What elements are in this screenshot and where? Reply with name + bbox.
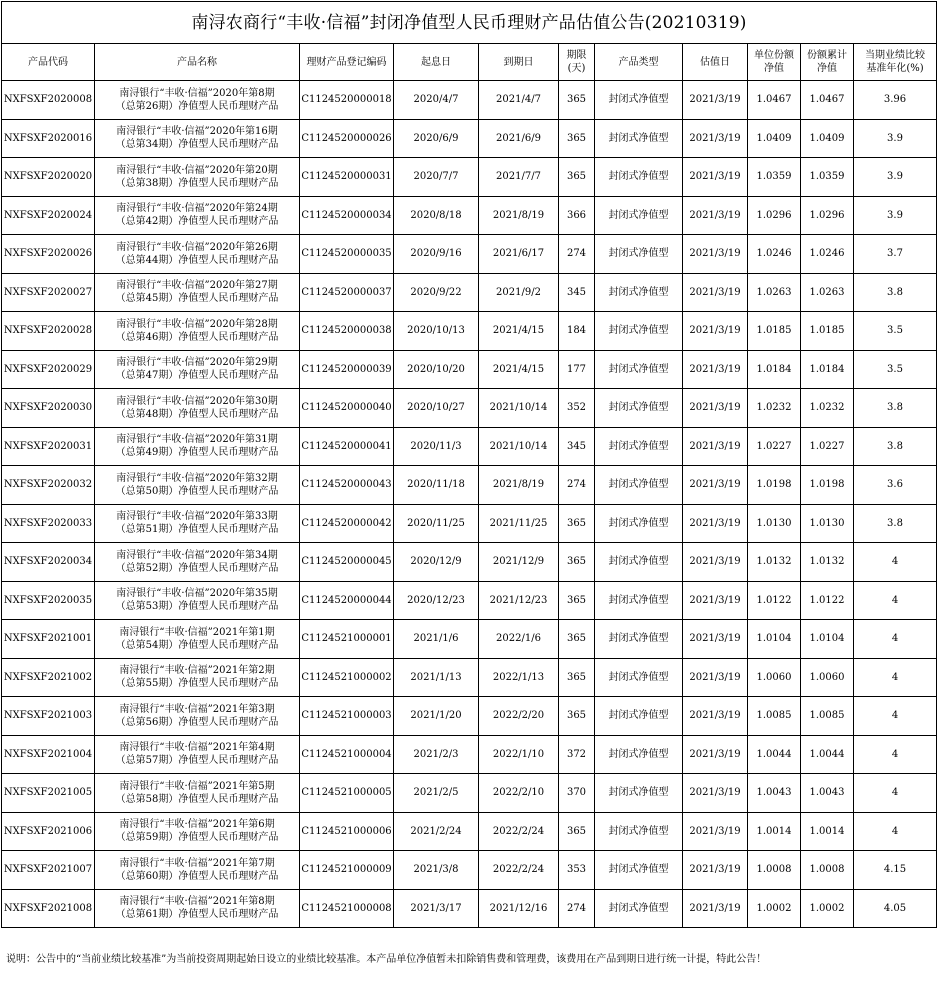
start-date-cell: 2020/7/7 [394,158,479,197]
table-row [2,581,937,620]
start-date-cell: 2020/11/25 [394,504,479,543]
table-row [2,774,937,813]
unit-nav-cell: 1.0184 [748,350,801,389]
unit-nav-cell: 1.0002 [748,889,801,928]
header-unit-nav: 单位份额 净值 [748,44,801,81]
valuation-date-cell: 2021/3/19 [683,350,748,389]
table-row [2,235,937,274]
product-code-cell: NXFSXF2020016 [2,119,95,158]
valuation-date-cell: 2021/3/19 [683,774,748,813]
table-row [2,81,937,120]
cumulative-nav-cell: 1.0184 [801,350,854,389]
benchmark-rate-cell: 4 [854,620,937,659]
cumulative-nav-cell: 1.0185 [801,312,854,351]
product-code-cell: NXFSXF2020028 [2,312,95,351]
product-type-cell: 封闭式净值型 [595,427,683,466]
maturity-date-cell: 2022/1/13 [479,658,559,697]
product-name-cell: 南浔银行“丰收·信福”2020年第34期 （总第52期）净值型人民币理财产品 [95,543,300,582]
start-date-cell: 2020/6/9 [394,119,479,158]
maturity-date-cell: 2022/1/6 [479,620,559,659]
cumulative-nav-cell: 1.0132 [801,543,854,582]
unit-nav-cell: 1.0130 [748,504,801,543]
cumulative-nav-cell: 1.0467 [801,81,854,120]
term-days-cell: 366 [559,196,595,235]
product-code-cell: NXFSXF2020035 [2,581,95,620]
maturity-date-cell: 2021/4/15 [479,350,559,389]
registration-code-cell: C1124520000038 [300,312,394,351]
benchmark-rate-cell: 4.15 [854,851,937,890]
term-days-cell: 345 [559,427,595,466]
product-code-cell: NXFSXF2021008 [2,889,95,928]
product-name-cell: 南浔银行“丰收·信福”2020年第30期 （总第48期）净值型人民币理财产品 [95,389,300,428]
benchmark-rate-cell: 3.96 [854,81,937,120]
product-code-cell: NXFSXF2021006 [2,812,95,851]
maturity-date-cell: 2021/12/16 [479,889,559,928]
product-name-cell: 南浔银行“丰收·信福”2020年第20期 （总第38期）净值型人民币理财产品 [95,158,300,197]
header-product-code: 产品代码 [2,44,95,81]
product-name-cell: 南浔银行“丰收·信福”2020年第35期 （总第53期）净值型人民币理财产品 [95,581,300,620]
registration-code-cell: C1124520000035 [300,235,394,274]
footnote: 说明：公告中的“当前业绩比较基准”为当前投资周期起始日设立的业绩比较基准。本产品单位净值暂未扣除销售费和管理费，该费用在产品到期日进行统一计提，特此公告！ [6,954,767,965]
table-row [2,119,937,158]
valuation-date-cell: 2021/3/19 [683,504,748,543]
product-type-cell: 封闭式净值型 [595,466,683,505]
term-days-cell: 365 [559,658,595,697]
header-start-date: 起息日 [394,44,479,81]
valuation-date-cell: 2021/3/19 [683,581,748,620]
term-days-cell: 365 [559,620,595,659]
term-days-cell: 365 [559,504,595,543]
benchmark-rate-cell: 3.5 [854,312,937,351]
term-days-cell: 177 [559,350,595,389]
benchmark-rate-cell: 4 [854,697,937,736]
product-type-cell: 封闭式净值型 [595,196,683,235]
start-date-cell: 2020/10/13 [394,312,479,351]
valuation-date-cell: 2021/3/19 [683,543,748,582]
product-code-cell: NXFSXF2020034 [2,543,95,582]
benchmark-rate-cell: 3.8 [854,504,937,543]
valuation-date-cell: 2021/3/19 [683,697,748,736]
product-code-cell: NXFSXF2020032 [2,466,95,505]
maturity-date-cell: 2021/10/14 [479,389,559,428]
unit-nav-cell: 1.0085 [748,697,801,736]
cumulative-nav-cell: 1.0002 [801,889,854,928]
registration-code-cell: C1124521000006 [300,812,394,851]
cumulative-nav-cell: 1.0263 [801,273,854,312]
unit-nav-cell: 1.0198 [748,466,801,505]
start-date-cell: 2021/2/24 [394,812,479,851]
valuation-table [1,1,937,928]
table-row [2,735,937,774]
product-type-cell: 封闭式净值型 [595,81,683,120]
registration-code-cell: C1124520000037 [300,273,394,312]
product-code-cell: NXFSXF2021005 [2,774,95,813]
valuation-date-cell: 2021/3/19 [683,658,748,697]
start-date-cell: 2020/4/7 [394,81,479,120]
term-days-cell: 184 [559,312,595,351]
registration-code-cell: C1124520000031 [300,158,394,197]
cumulative-nav-cell: 1.0130 [801,504,854,543]
unit-nav-cell: 1.0043 [748,774,801,813]
registration-code-cell: C1124521000009 [300,851,394,890]
header-cumulative-nav: 份额累计 净值 [801,44,854,81]
product-name-cell: 南浔银行“丰收·信福”2020年第24期 （总第42期）净值型人民币理财产品 [95,196,300,235]
product-type-cell: 封闭式净值型 [595,235,683,274]
maturity-date-cell: 2022/1/10 [479,735,559,774]
term-days-cell: 365 [559,581,595,620]
term-days-cell: 372 [559,735,595,774]
product-name-cell: 南浔银行“丰收·信福”2020年第26期 （总第44期）净值型人民币理财产品 [95,235,300,274]
unit-nav-cell: 1.0263 [748,273,801,312]
term-days-cell: 352 [559,389,595,428]
product-name-cell: 南浔银行“丰收·信福”2020年第33期 （总第51期）净值型人民币理财产品 [95,504,300,543]
product-type-cell: 封闭式净值型 [595,389,683,428]
product-name-cell: 南浔银行“丰收·信福”2021年第8期 （总第61期）净值型人民币理财产品 [95,889,300,928]
start-date-cell: 2020/10/27 [394,389,479,428]
product-code-cell: NXFSXF2020020 [2,158,95,197]
registration-code-cell: C1124520000034 [300,196,394,235]
start-date-cell: 2020/10/20 [394,350,479,389]
product-code-cell: NXFSXF2020029 [2,350,95,389]
maturity-date-cell: 2022/2/24 [479,851,559,890]
registration-code-cell: C1124521000003 [300,697,394,736]
benchmark-rate-cell: 4 [854,543,937,582]
benchmark-rate-cell: 4 [854,774,937,813]
term-days-cell: 353 [559,851,595,890]
benchmark-rate-cell: 4 [854,812,937,851]
term-days-cell: 274 [559,466,595,505]
valuation-date-cell: 2021/3/19 [683,273,748,312]
title-row [2,2,937,44]
table-row [2,350,937,389]
product-name-cell: 南浔银行“丰收·信福”2021年第1期 （总第54期）净值型人民币理财产品 [95,620,300,659]
product-type-cell: 封闭式净值型 [595,851,683,890]
table-row [2,427,937,466]
benchmark-rate-cell: 3.7 [854,235,937,274]
valuation-date-cell: 2021/3/19 [683,312,748,351]
cumulative-nav-cell: 1.0296 [801,196,854,235]
benchmark-rate-cell: 3.8 [854,273,937,312]
product-name-cell: 南浔银行“丰收·信福”2020年第31期 （总第49期）净值型人民币理财产品 [95,427,300,466]
registration-code-cell: C1124521000005 [300,774,394,813]
product-name-cell: 南浔银行“丰收·信福”2021年第2期 （总第55期）净值型人民币理财产品 [95,658,300,697]
term-days-cell: 274 [559,235,595,274]
product-name-cell: 南浔银行“丰收·信福”2021年第4期 （总第57期）净值型人民币理财产品 [95,735,300,774]
product-name-cell: 南浔银行“丰收·信福”2020年第16期 （总第34期）净值型人民币理财产品 [95,119,300,158]
maturity-date-cell: 2021/8/19 [479,196,559,235]
unit-nav-cell: 1.0104 [748,620,801,659]
product-name-cell: 南浔银行“丰收·信福”2021年第3期 （总第56期）净值型人民币理财产品 [95,697,300,736]
product-name-cell: 南浔银行“丰收·信福”2020年第29期 （总第47期）净值型人民币理财产品 [95,350,300,389]
header-term-days: 期限 (天) [559,44,595,81]
product-type-cell: 封闭式净值型 [595,889,683,928]
maturity-date-cell: 2021/9/2 [479,273,559,312]
unit-nav-cell: 1.0296 [748,196,801,235]
product-code-cell: NXFSXF2020027 [2,273,95,312]
table-row [2,196,937,235]
start-date-cell: 2020/12/23 [394,581,479,620]
product-type-cell: 封闭式净值型 [595,158,683,197]
product-code-cell: NXFSXF2020008 [2,81,95,120]
maturity-date-cell: 2021/4/7 [479,81,559,120]
product-name-cell: 南浔银行“丰收·信福”2021年第5期 （总第58期）净值型人民币理财产品 [95,774,300,813]
product-name-cell: 南浔银行“丰收·信福”2020年第28期 （总第46期）净值型人民币理财产品 [95,312,300,351]
table-row [2,697,937,736]
cumulative-nav-cell: 1.0043 [801,774,854,813]
valuation-date-cell: 2021/3/19 [683,851,748,890]
product-type-cell: 封闭式净值型 [595,350,683,389]
start-date-cell: 2020/8/18 [394,196,479,235]
product-name-cell: 南浔银行“丰收·信福”2020年第27期 （总第45期）净值型人民币理财产品 [95,273,300,312]
cumulative-nav-cell: 1.0227 [801,427,854,466]
cumulative-nav-cell: 1.0014 [801,812,854,851]
start-date-cell: 2021/1/6 [394,620,479,659]
product-code-cell: NXFSXF2020026 [2,235,95,274]
page-title: 南浔农商行“丰收·信福”封闭净值型人民币理财产品估值公告(20210319) [2,2,937,44]
registration-code-cell: C1124520000043 [300,466,394,505]
product-name-cell: 南浔银行“丰收·信福”2020年第32期 （总第50期）净值型人民币理财产品 [95,466,300,505]
registration-code-cell: C1124520000044 [300,581,394,620]
registration-code-cell: C1124521000008 [300,889,394,928]
cumulative-nav-cell: 1.0232 [801,389,854,428]
cumulative-nav-cell: 1.0060 [801,658,854,697]
term-days-cell: 365 [559,543,595,582]
table-row [2,543,937,582]
maturity-date-cell: 2021/6/17 [479,235,559,274]
start-date-cell: 2020/11/3 [394,427,479,466]
header-registration-code: 理财产品登记编码 [300,44,394,81]
cumulative-nav-cell: 1.0122 [801,581,854,620]
start-date-cell: 2021/1/20 [394,697,479,736]
benchmark-rate-cell: 3.9 [854,158,937,197]
valuation-date-cell: 2021/3/19 [683,389,748,428]
product-type-cell: 封闭式净值型 [595,312,683,351]
header-row [2,44,937,81]
table-row [2,158,937,197]
registration-code-cell: C1124520000039 [300,350,394,389]
header-valuation-date: 估值日 [683,44,748,81]
valuation-date-cell: 2021/3/19 [683,889,748,928]
header-benchmark-rate: 当期业绩比较 基准年化(%) [854,44,937,81]
maturity-date-cell: 2021/10/14 [479,427,559,466]
benchmark-rate-cell: 3.9 [854,196,937,235]
product-code-cell: NXFSXF2021001 [2,620,95,659]
valuation-date-cell: 2021/3/19 [683,735,748,774]
start-date-cell: 2021/2/5 [394,774,479,813]
product-code-cell: NXFSXF2021007 [2,851,95,890]
registration-code-cell: C1124520000041 [300,427,394,466]
product-type-cell: 封闭式净值型 [595,812,683,851]
unit-nav-cell: 1.0185 [748,312,801,351]
valuation-date-cell: 2021/3/19 [683,235,748,274]
valuation-date-cell: 2021/3/19 [683,119,748,158]
benchmark-rate-cell: 3.8 [854,389,937,428]
start-date-cell: 2020/11/18 [394,466,479,505]
term-days-cell: 345 [559,273,595,312]
unit-nav-cell: 1.0122 [748,581,801,620]
benchmark-rate-cell: 4 [854,581,937,620]
maturity-date-cell: 2022/2/24 [479,812,559,851]
maturity-date-cell: 2021/8/19 [479,466,559,505]
term-days-cell: 365 [559,81,595,120]
unit-nav-cell: 1.0246 [748,235,801,274]
valuation-date-cell: 2021/3/19 [683,620,748,659]
product-type-cell: 封闭式净值型 [595,658,683,697]
maturity-date-cell: 2021/7/7 [479,158,559,197]
cumulative-nav-cell: 1.0359 [801,158,854,197]
maturity-date-cell: 2021/12/9 [479,543,559,582]
product-type-cell: 封闭式净值型 [595,697,683,736]
start-date-cell: 2021/3/8 [394,851,479,890]
registration-code-cell: C1124521000001 [300,620,394,659]
term-days-cell: 365 [559,812,595,851]
unit-nav-cell: 1.0044 [748,735,801,774]
registration-code-cell: C1124521000004 [300,735,394,774]
term-days-cell: 365 [559,697,595,736]
product-type-cell: 封闭式净值型 [595,273,683,312]
table-row [2,620,937,659]
table-row [2,812,937,851]
registration-code-cell: C1124520000026 [300,119,394,158]
term-days-cell: 365 [559,119,595,158]
unit-nav-cell: 1.0014 [748,812,801,851]
product-code-cell: NXFSXF2020030 [2,389,95,428]
registration-code-cell: C1124521000002 [300,658,394,697]
registration-code-cell: C1124520000045 [300,543,394,582]
product-code-cell: NXFSXF2021004 [2,735,95,774]
start-date-cell: 2020/9/22 [394,273,479,312]
table-row [2,389,937,428]
unit-nav-cell: 1.0409 [748,119,801,158]
table-row [2,312,937,351]
table-row [2,466,937,505]
valuation-date-cell: 2021/3/19 [683,158,748,197]
product-type-cell: 封闭式净值型 [595,735,683,774]
benchmark-rate-cell: 3.5 [854,350,937,389]
header-product-name: 产品名称 [95,44,300,81]
start-date-cell: 2021/3/17 [394,889,479,928]
unit-nav-cell: 1.0227 [748,427,801,466]
product-type-cell: 封闭式净值型 [595,620,683,659]
start-date-cell: 2021/2/3 [394,735,479,774]
table-row [2,851,937,890]
unit-nav-cell: 1.0359 [748,158,801,197]
cumulative-nav-cell: 1.0246 [801,235,854,274]
registration-code-cell: C1124520000018 [300,81,394,120]
maturity-date-cell: 2022/2/20 [479,697,559,736]
product-name-cell: 南浔银行“丰收·信福”2021年第6期 （总第59期）净值型人民币理财产品 [95,812,300,851]
unit-nav-cell: 1.0232 [748,389,801,428]
cumulative-nav-cell: 1.0198 [801,466,854,505]
benchmark-rate-cell: 4.05 [854,889,937,928]
unit-nav-cell: 1.0060 [748,658,801,697]
valuation-date-cell: 2021/3/19 [683,427,748,466]
header-product-type: 产品类型 [595,44,683,81]
cumulative-nav-cell: 1.0104 [801,620,854,659]
product-code-cell: NXFSXF2020024 [2,196,95,235]
term-days-cell: 365 [559,158,595,197]
product-name-cell: 南浔银行“丰收·信福”2021年第7期 （总第60期）净值型人民币理财产品 [95,851,300,890]
maturity-date-cell: 2021/11/25 [479,504,559,543]
cumulative-nav-cell: 1.0044 [801,735,854,774]
cumulative-nav-cell: 1.0008 [801,851,854,890]
unit-nav-cell: 1.0467 [748,81,801,120]
term-days-cell: 274 [559,889,595,928]
valuation-date-cell: 2021/3/19 [683,812,748,851]
product-type-cell: 封闭式净值型 [595,581,683,620]
product-code-cell: NXFSXF2020033 [2,504,95,543]
product-code-cell: NXFSXF2021002 [2,658,95,697]
start-date-cell: 2020/12/9 [394,543,479,582]
benchmark-rate-cell: 3.6 [854,466,937,505]
maturity-date-cell: 2021/6/9 [479,119,559,158]
product-name-cell: 南浔银行“丰收·信福”2020年第8期 （总第26期）净值型人民币理财产品 [95,81,300,120]
table-row [2,658,937,697]
valuation-date-cell: 2021/3/19 [683,196,748,235]
start-date-cell: 2021/1/13 [394,658,479,697]
product-type-cell: 封闭式净值型 [595,543,683,582]
product-code-cell: NXFSXF2020031 [2,427,95,466]
registration-code-cell: C1124520000042 [300,504,394,543]
benchmark-rate-cell: 4 [854,658,937,697]
cumulative-nav-cell: 1.0085 [801,697,854,736]
table-row [2,889,937,928]
table-row [2,504,937,543]
cumulative-nav-cell: 1.0409 [801,119,854,158]
maturity-date-cell: 2021/4/15 [479,312,559,351]
benchmark-rate-cell: 3.9 [854,119,937,158]
product-code-cell: NXFSXF2021003 [2,697,95,736]
valuation-date-cell: 2021/3/19 [683,466,748,505]
start-date-cell: 2020/9/16 [394,235,479,274]
header-maturity-date: 到期日 [479,44,559,81]
term-days-cell: 370 [559,774,595,813]
unit-nav-cell: 1.0008 [748,851,801,890]
product-type-cell: 封闭式净值型 [595,504,683,543]
benchmark-rate-cell: 4 [854,735,937,774]
maturity-date-cell: 2022/2/10 [479,774,559,813]
product-type-cell: 封闭式净值型 [595,119,683,158]
maturity-date-cell: 2021/12/23 [479,581,559,620]
valuation-date-cell: 2021/3/19 [683,81,748,120]
unit-nav-cell: 1.0132 [748,543,801,582]
table-row [2,273,937,312]
registration-code-cell: C1124520000040 [300,389,394,428]
benchmark-rate-cell: 3.8 [854,427,937,466]
product-type-cell: 封闭式净值型 [595,774,683,813]
